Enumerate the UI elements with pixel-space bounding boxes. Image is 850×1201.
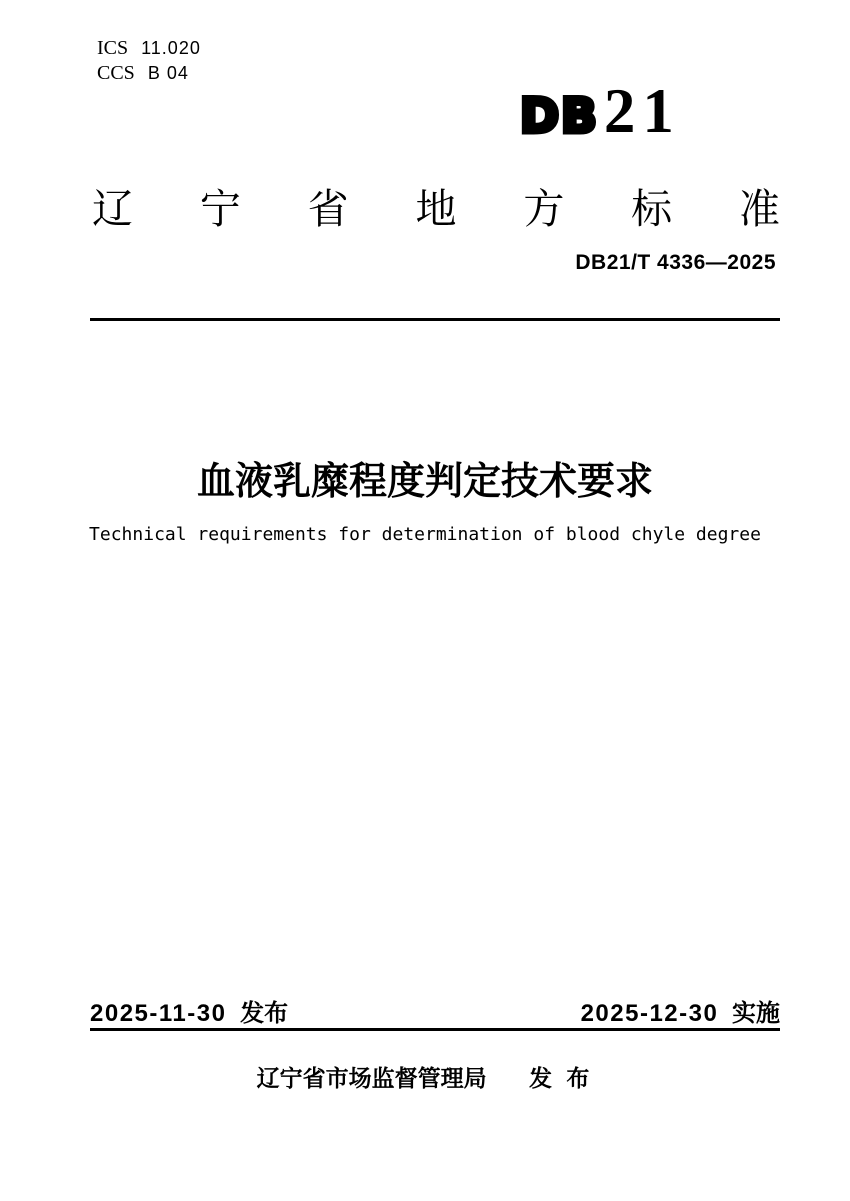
db21-logo-db-text: DB <box>520 89 599 144</box>
issue-label: 发布 <box>240 1000 289 1027</box>
publish-action-label: 发 布 <box>529 1065 594 1091</box>
standard-type-char: 省 <box>307 186 349 232</box>
standard-type-char: 辽 <box>92 186 133 232</box>
implement-date: 2025-12-30 <box>580 1000 719 1027</box>
standard-type-char: 地 <box>415 186 457 232</box>
standard-type-char: 准 <box>738 186 780 232</box>
publisher-row <box>80 1060 770 1093</box>
publisher-name: 辽宁省市场监督管理局 <box>256 1065 487 1091</box>
implement-label: 实施 <box>732 1000 780 1027</box>
document-title-en: Technical requirements for determination of blood chyle degree <box>89 524 761 545</box>
ics-row <box>97 36 201 61</box>
standard-type-char: 方 <box>523 186 565 232</box>
footer-rule <box>90 1028 780 1031</box>
header-rule <box>90 318 780 321</box>
ccs-value: B 04 <box>147 63 189 83</box>
standard-type-title <box>92 186 780 233</box>
db21-logo <box>520 76 681 146</box>
classification-codes <box>97 36 201 86</box>
ccs-label: CCS <box>97 62 135 84</box>
ics-value: 11.020 <box>141 38 201 58</box>
issue-date-block <box>90 993 288 1028</box>
implement-date-block <box>581 993 780 1028</box>
standard-type-char: 标 <box>631 186 673 232</box>
issue-date: 2025-11-30 <box>90 1000 227 1027</box>
db21-logo-region-code: 21 <box>603 76 681 146</box>
standard-number: DB21/T 4336—2025 <box>575 251 776 274</box>
standard-type-char: 宁 <box>199 186 241 232</box>
ics-label: ICS <box>97 37 129 59</box>
document-title-cn: 血液乳糜程度判定技术要求 <box>196 461 653 503</box>
ccs-row <box>97 61 201 86</box>
date-row <box>90 993 780 1028</box>
